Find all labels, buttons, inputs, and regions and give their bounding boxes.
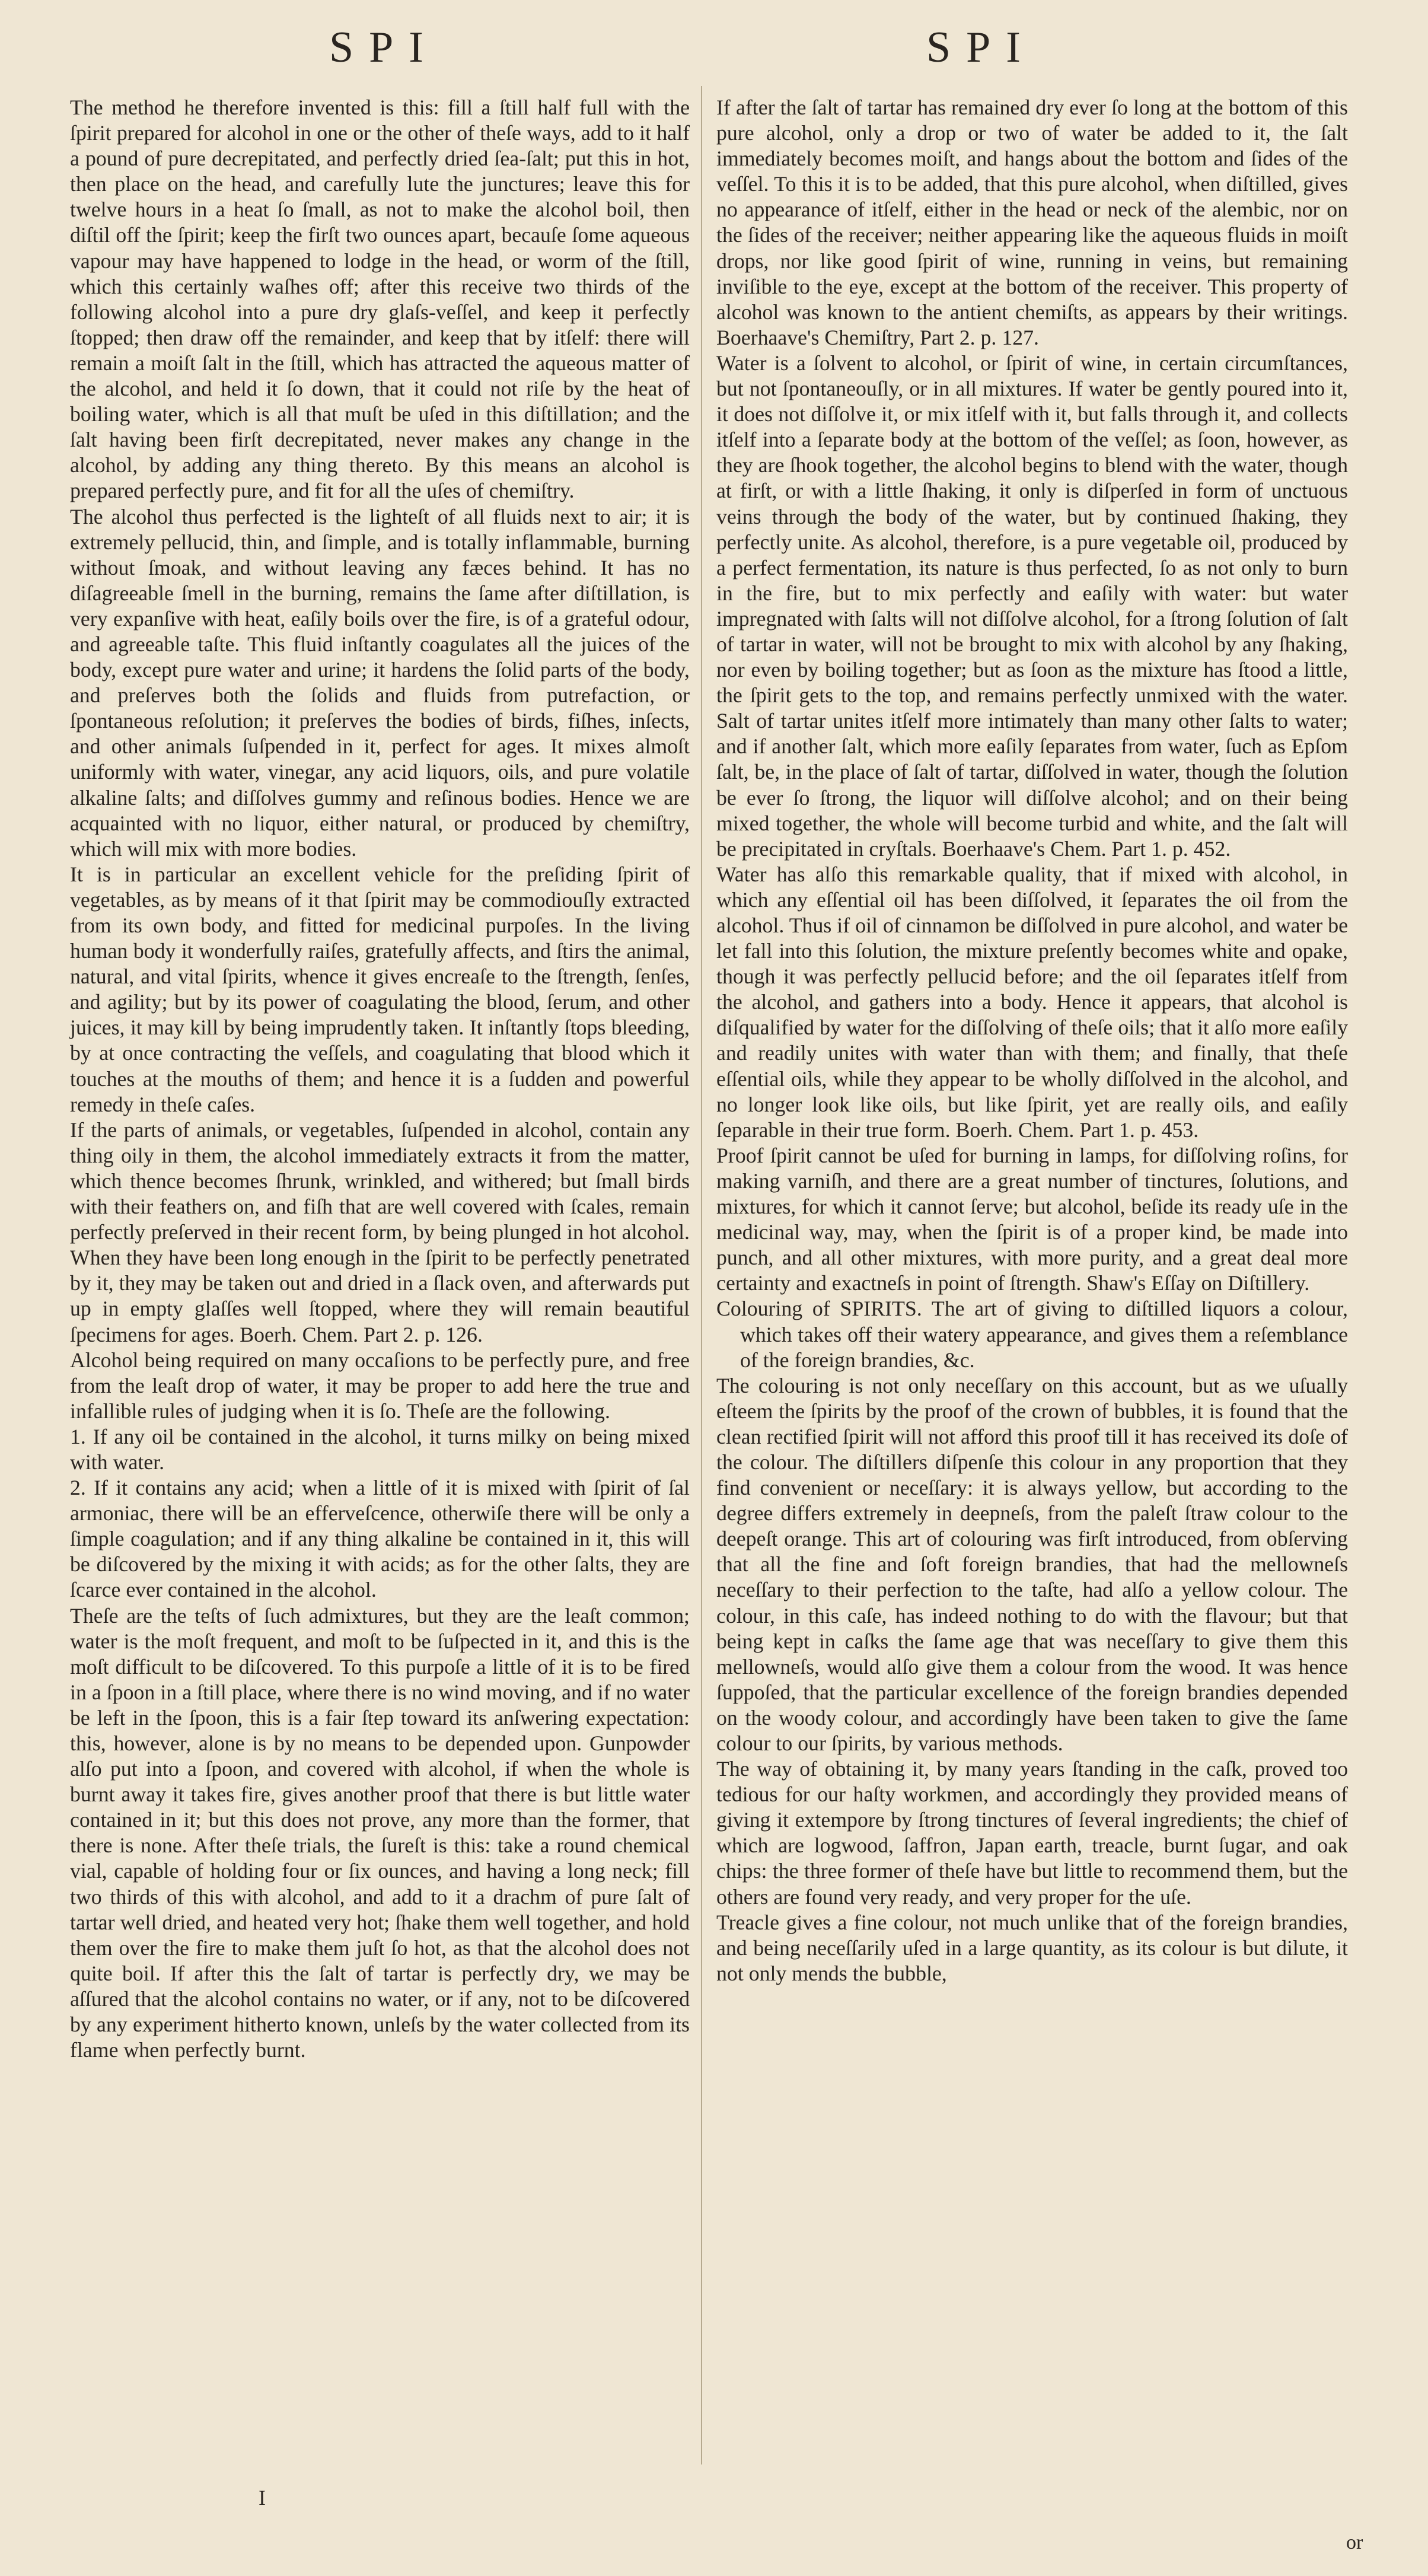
right-column (716, 95, 1348, 1986)
paragraph: Colouring of SPIRITS. The art of giving to diſtilled liquors a colour, which takes off their watery appearance, and gives them a reſemblance of the foreign brandies, &c. (716, 1297, 1348, 1372)
paragraph: Proof ſpirit cannot be uſed for burning in lamps, for diſſolving roſins, for making varniſh, and there are a great number of tinctures, ſolutions, and mixtures, for which it cannot ſerve; but alcohol, beſide its ready uſe in the medicinal way, may, when the ſpirit is of a proper kind, be made into punch, and all other mixtures, with more purity, and a great deal more certainty and exactneſs in point of ſtrength. Shaw's Eſſay on Diſtillery. (716, 1143, 1348, 1295)
paragraph: Treacle gives a fine colour, not much unlike that of the foreign brandies, and being neceſſarily uſed in a large quantity, as its colour is but dilute, it not only mends the bubble, (716, 1910, 1348, 1985)
paragraph: Water has alſo this remarkable quality, that if mixed with alcohol, in which any eſſential oil has been diſſolved, it ſeparates the oil from the alcohol. Thus if oil of cinnamon be diſſolved in pure alcohol, and water be let fall into this ſolution, the mixture preſently becomes white and opake, though it was perfectly pellucid before; and the oil ſeparates itſelf from the alcohol, and gathers into a body. Hence it appears, that alcohol is diſqualified by water for the diſſolving of theſe oils; that it alſo more eaſily and readily unites with water than with them; and finally, that theſe eſſential oils, while they appear to be wholly diſſolved in the alcohol, and no longer look like oils, but like ſpirit, yet are really oils, and eaſily ſeparable in their true form. Boerh. Chem. Part 1. p. 453. (716, 862, 1348, 1142)
folio-mark: I (259, 2486, 266, 2510)
paragraph: If after the ſalt of tartar has remained dry ever ſo long at the bottom of this pure alcohol, only a drop or two of water be added to it, the ſalt immediately becomes moiſt, and hangs about the bottom and ſides of the veſſel. To this it is to be added, that this pure alcohol, when diſtilled, gives no appearance of itſelf, either in the head or neck of the alembic, nor on the ſides of the receiver; neither appearing like the aqueous fluids in moiſt drops, nor like good ſpirit of wine, running in veins, but remaining inviſible to the eye, except at the bottom of the receiver. This property of alcohol was known to the antient chemiſts, as appears by their writings. Boerhaave's Chemiſtry, Part 2. p. 127. (716, 95, 1348, 349)
paragraph: Water is a ſolvent to alcohol, or ſpirit of wine, in certain circumſtances, but not ſpontaneouſly, or in all mixtures. If water be gently poured into it, it does not diſſolve it, or mix itſelf with it, but falls through it, and collects itſelf into a ſeparate body at the bottom of the veſſel; as ſoon, however, as they are ſhook together, the alcohol begins to blend with the water, though at firſt, or with a little ſhaking, it only is diſperſed in form of unctuous veins through the body of the water, but by continued ſhaking, they perfectly unite. As alcohol, therefore, is a pure vegetable oil, produced by a perfect fermentation, its nature is thus perfected, ſo as not only to burn in the fire, but to mix perfectly and eaſily with water: but water impregnated with ſalts will not diſſolve alcohol, for a ſtrong ſolution of ſalt of tartar in water, will not be brought to mix with alcohol by any ſhaking, nor even by boiling together; but as ſoon as the mixture has ſtood a little, the ſpirit gets to the top, and remains perfectly unmixed with the water. Salt of tartar unites itſelf more intimately than many other ſalts to water; and if another ſalt, which more eaſily ſeparates from water, ſuch as Epſom ſalt, be, in the place of ſalt of tartar, diſſolved in water, though the ſolution be ever ſo ſtrong, the liquor will diſſolve alcohol; and on their being mixed together, the whole will become turbid and white, and the ſalt will be precipitated in cryſtals. Boerhaave's Chem. Part 1. p. 452. (716, 351, 1348, 861)
paragraph: Alcohol being required on many occaſions to be perfectly pure, and free from the leaſt drop of water, it may be proper to add here the true and infallible rules of judging when it is ſo. Theſe are the following. (70, 1348, 690, 1423)
paragraph: If the parts of animals, or vegetables, ſuſpended in alcohol, contain any thing oily in them, the alcohol immediately extracts it from the matter, which thence becomes ſhrunk, wrinkled, and withered; but ſmall birds with their feathers on, and fiſh that are well covered with ſcales, remain perfectly preſerved in their recent form, by being plunged in hot alcohol. When they have been long enough in the ſpirit to be perfectly penetrated by it, they may be taken out and dried in a ſlack oven, and afterwards put up in empty glaſſes well ſtopped, where they will remain beautiful ſpecimens for ages. Boerh. Chem. Part 2. p. 126. (70, 1117, 690, 1346)
paragraph: The colouring is not only neceſſary on this account, but as we uſually eſteem the ſpirits by the proof of the crown of bubbles, it is found that the clean rectified ſpirit will not afford this proof till it has received its doſe of the colour. The diſtillers diſpenſe this colour in any proportion that they find convenient or neceſſary: it is always yellow, but according to the degree differs extremely in deepneſs, from the paleſt ſtraw colour to the deepeſt orange. This art of colouring was firſt introduced, from obſerving that all the fine and ſoft foreign brandies, that had the mellowneſs neceſſary to their perfection to the taſte, had alſo a yellow colour. The colour, in this caſe, has indeed nothing to do with the flavour; but that being kept in caſks the ſame age that was neceſſary to give them this mellowneſs, would alſo give them a colour from the wood. It was hence ſuppoſed, that the particular excellence of the foreign brandies depended on the woody colour, and accordingly have been taken to give the ſame colour to our ſpirits, by various methods. (716, 1373, 1348, 1755)
column-divider (701, 86, 702, 2464)
paragraph: The method he therefore invented is this: fill a ſtill half full with the ſpirit prepared for alcohol in one or the other of theſe ways, add to it half a pound of pure decrepitated, and perfectly dried ſea-ſalt; put this in hot, then place on the head, and carefully lute the junctures; leave this for twelve hours in a heat ſo ſmall, as not to make the alcohol boil, then diſtil off the ſpirit; keep the firſt two ounces apart, becauſe ſome aqueous vapour may have happened to lodge in the head, or worm of the ſtill, which this certainly waſhes off; after this receive two thirds of the following alcohol into a pure dry glaſs-veſſel, and keep it perfectly ſtopped; then draw off the remainder, and keep that by itſelf: there will remain a moiſt ſalt in the ſtill, which has attracted the aqueous matter of the alcohol, and held it ſo down, that it could not riſe by the heat of boiling water, which is all that muſt be uſed in this diſtillation; and the ſalt having been firſt decrepitated, never makes any change in the alcohol, by adding any thing thereto. By this means an alcohol is prepared perfectly pure, and fit for all the uſes of chemiſtry. (70, 95, 690, 503)
paragraph: Theſe are the teſts of ſuch admixtures, but they are the leaſt common; water is the moſt frequent, and moſt to be ſuſpected in it, and this is the moſt difficult to be diſcovered. To this purpoſe a little of it is to be fired in a ſpoon in a ſtill place, where there is no wind moving, and if no water be left in the ſpoon, this is a fair ſtep toward its anſwering expectation: this, however, alone is by no means to be depended upon. Gunpowder alſo put into a ſpoon, and covered with alcohol, if when the whole is burnt away it takes fire, gives another proof that there is but little water contained in it; but this does not prove, any more than the former, that there is none. After theſe trials, the ſureſt is this: take a round chemical vial, capable of holding four or ſix ounces, and having a long neck; fill two thirds of this with alcohol, and add to it a drachm of pure ſalt of tartar well dried, and heated very hot; ſhake them well together, and hold them over the fire to make them juſt ſo hot, as that the alcohol does not quite boil. If after this the ſalt of tartar is perfectly dry, we may be aſſured that the alcohol contains no water, or if any, not to be diſcovered by any experiment hitherto known, unleſs by the water collected from its flame when perfectly burnt. (70, 1603, 690, 2062)
paragraph: The alcohol thus perfected is the lighteſt of all fluids next to air; it is extremely pellucid, thin, and ſimple, and is totally inflammable, burning without ſmoak, and without leaving any fæces behind. It has no diſagreeable ſmell in the burning, remains the ſame after diſtillation, is very expanſive with heat, eaſily boils over the fire, is of a grateful odour, and agreeable taſte. This fluid inſtantly coagulates all the juices of the body, except pure water and urine; it hardens the ſolid parts of the body, and preſerves both the ſolids and fluids from putrefaction, or ſpontaneous reſolution; it preſerves the bodies of birds, fiſhes, inſects, and other animals ſuſpended in it, perfect for ages. It mixes almoſt uniformly with water, vinegar, any acid liquors, oils, and pure volatile alkaline ſalts; and diſſolves gummy and reſinous bodies. Hence we are acquainted with no liquor, either natural, or produced by chemiſtry, which will mix with more bodies. (70, 504, 690, 861)
paragraph: 1. If any oil be contained in the alcohol, it turns milky on being mixed with water. (70, 1424, 690, 1474)
paragraph: It is in particular an excellent vehicle for the preſiding ſpirit of vegetables, as by means of it that ſpirit may be commodiouſly extracted from its own body, and fitted for medicinal purpoſes. In the living human body it wonderfully raiſes, gratefully affects, and ſtirs the animal, natural, and vital ſpirits, whence it gives encreaſe to the ſtrength, ſenſes, and agility; but by its power of coagulating the blood, ſerum, and other juices, it may kill by being imprudently taken. It inſtantly ſtops bleeding, by at once contracting the veſſels, and coagulating that blood which it touches at the mouths of them; and hence it is a ſudden and powerful remedy in theſe caſes. (70, 862, 690, 1116)
catchword: or (1346, 2532, 1363, 2553)
paragraph: 2. If it contains any acid; when a little of it is mixed with ſpirit of ſal armoniac, there will be an efferveſcence, otherwiſe there will be only a ſimple coagulation; and if any thing alkaline be contained in it, this will be diſcovered by the mixing it with acids; as for the other ſalts, they are ſcarce ever contained in the alcohol. (70, 1476, 690, 1602)
left-column (70, 95, 690, 2063)
running-head-left: SPI (329, 23, 439, 72)
paragraph: The way of obtaining it, by many years ſtanding in the caſk, proved too tedious for our haſty workmen, and accordingly they provided means of giving it extempore by ſtrong tinctures of ſeveral ingredients; the chief of which are logwood, ſaffron, Japan earth, treacle, burnt ſugar, and oak chips: the three former of theſe have but little to recommend them, but the others are found very ready, and very proper for the uſe. (716, 1757, 1348, 1909)
running-head-right: SPI (926, 23, 1036, 72)
